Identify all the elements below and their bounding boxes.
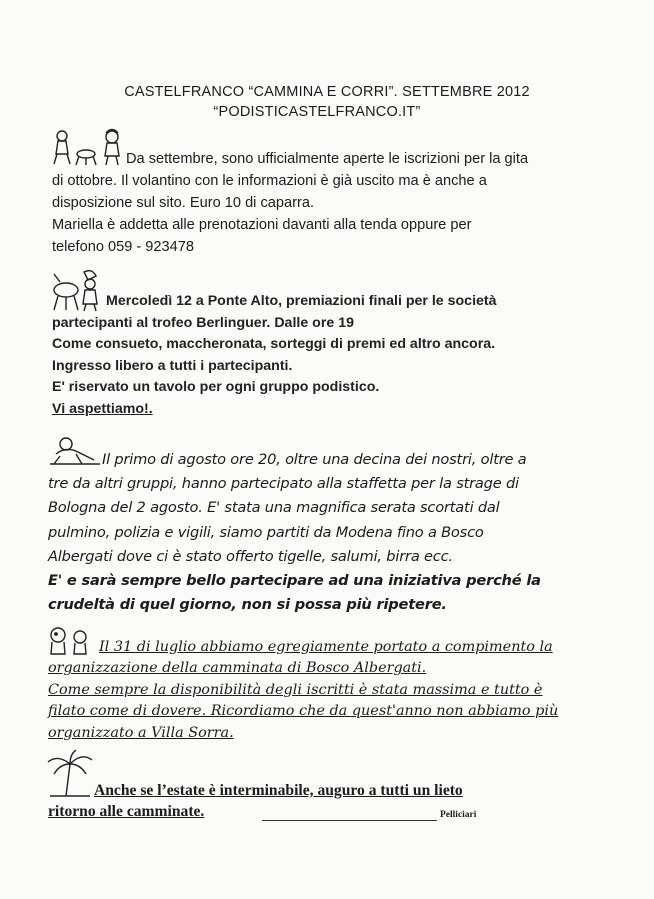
- header-website: “PODISTICASTELFRANCO.IT”: [213, 104, 421, 120]
- text-line: Da settembre, sono ufficialmente aperte le iscrizioni per la gita: [126, 151, 529, 167]
- text-line: crudeltà di quel giorno, non si possa più ripetere.: [48, 596, 447, 614]
- text-line: E' riservato un tavolo per ogni gruppo podistico.: [52, 379, 380, 396]
- text-line: organizzato a Villa Sorra.: [48, 724, 234, 741]
- paragraph-closing-wishes: [48, 780, 608, 822]
- text-line: filato come di dovere. Ricordiamo che da quest'anno non abbiamo più: [48, 703, 559, 720]
- paragraph-awards-evening: [52, 291, 632, 421]
- paragraph-bosco-albergati-walk: [48, 637, 618, 744]
- signature: Pelliciari: [440, 810, 477, 820]
- text-line: organizzazione della camminata di Bosco Albergati.: [48, 660, 427, 677]
- text-line: partecipanti al trofeo Berlinguer. Dalle ore 19: [52, 314, 354, 331]
- text-line: Il 31 di luglio abbiamo egregiamente portato a compimento la: [99, 639, 553, 655]
- text-line: Il primo di agosto ore 20, oltre una decina dei nostri, oltre a: [102, 451, 527, 468]
- text-line: Come consueto, maccheronata, sorteggi di premi ed altro ancora.: [52, 336, 496, 353]
- text-line: disposizione sul sito. Euro 10 di caparra.: [52, 195, 315, 211]
- text-line: di ottobre. Il volantino con le informazioni è già uscito ma è anche a: [52, 173, 487, 189]
- text-line: telefono 059 - 923478: [52, 239, 195, 255]
- text-line: Anche se l’estate è interminabile, auguro a tutti un lieto: [94, 782, 463, 799]
- text-line: E' e sarà sempre bello partecipare ad una iniziativa perché la: [48, 572, 541, 590]
- text-line: Vi aspettiamo!.: [52, 400, 153, 417]
- text-line: ritorno alle camminate.: [48, 803, 205, 820]
- text-line: Albergati dove ci è stato offerto tigelle, salumi, birra ecc.: [48, 547, 453, 565]
- text-line: pulmino, polizia e vigili, siamo partiti da Modena fino a Bosco: [48, 523, 484, 541]
- text-line: Come sempre la disponibilità degli iscritti è stata massima e tutto è: [48, 681, 543, 698]
- text-line: Mercoledì 12 a Ponte Alto, premiazioni finali per le società: [106, 293, 497, 309]
- text-line: Mariella è addetta alle prenotazioni davanti alla tenda oppure per: [52, 217, 472, 233]
- text-line: Ingresso libero a tutti i partecipanti.: [52, 357, 293, 374]
- signature-line: [262, 820, 437, 821]
- paragraph-trip-registration: [52, 148, 612, 258]
- text-line: Bologna del 2 agosto. E' stata una magnifica serata scortati dal: [48, 499, 500, 517]
- header-title: CASTELFRANCO “CAMMINA E CORRI”. SETTEMBRE 2012: [124, 84, 530, 100]
- paragraph-relay-bologna: [48, 448, 628, 617]
- text-line: tre da altri gruppi, hanno partecipato alla staffetta per la strage di: [48, 475, 519, 493]
